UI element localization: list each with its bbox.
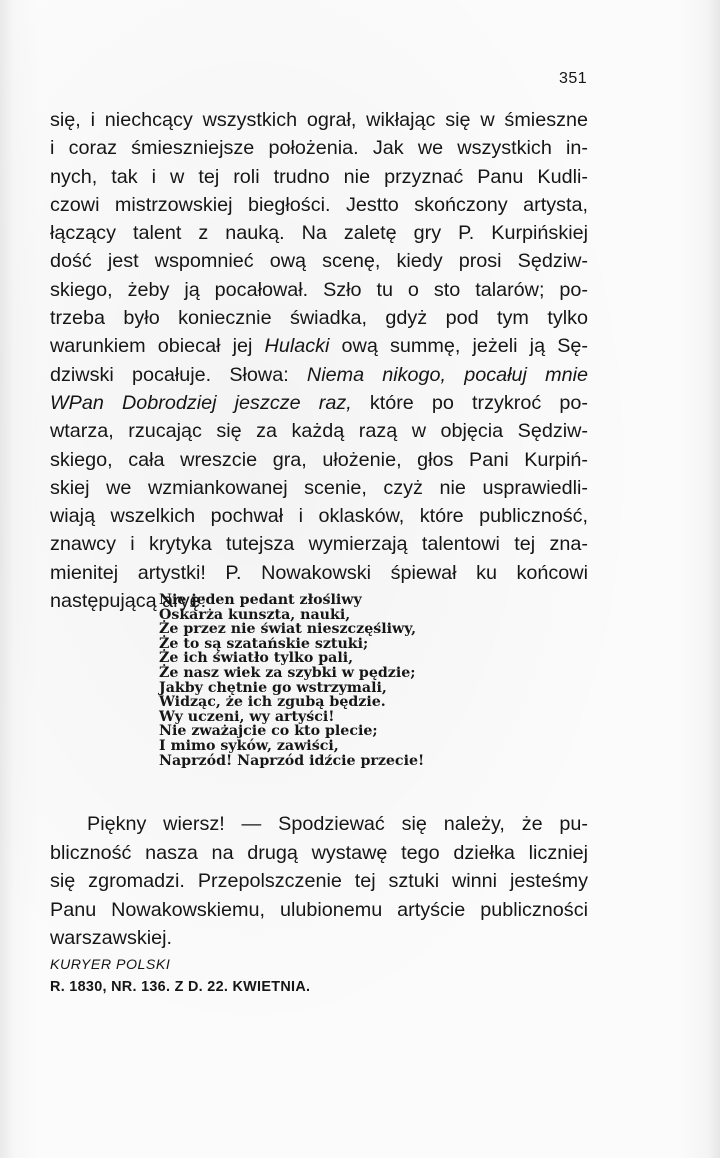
verse-line: Oskarża kunszta, nauki, — [159, 606, 351, 623]
page-number: 351 — [559, 70, 588, 87]
source-citation — [50, 954, 310, 998]
review-paragraph — [50, 106, 588, 615]
verse-line: Jakby chętnie go wstrzymali, — [159, 679, 387, 696]
verse-line: I mimo syków, zawiści, — [159, 737, 339, 754]
italic-name: Hulacki — [264, 335, 330, 358]
verse-line: Że to są szatańskie sztuki; — [159, 635, 369, 652]
text-line: Piękny wiersz! — Spodziewać się należy, że pu- — [87, 813, 588, 835]
verse-line: Nie jeden pedant złośliwy — [159, 592, 362, 608]
text-line: mienitej artystki! P. Nowakowski śpiewał ku końcowi — [50, 561, 588, 584]
text-line: wtarza, rzucając się za każdą razą w objęcia Sędziw- — [50, 420, 588, 443]
text-line: trzeba było koniecznie świadka, gdyż pod tym tylko — [50, 307, 588, 330]
text-line: warszawskiej. — [50, 927, 173, 950]
verse-line: Że nasz wiek za szybki w pędzie; — [159, 664, 416, 681]
verse-line: Naprzód! Naprzód idźcie przecie! — [159, 752, 425, 769]
verse-line: Wy uczeni, wy artyści! — [159, 708, 335, 725]
text-line: znawcy i krytyka tutejsza wymierzają talentowi tej zna- — [50, 533, 588, 556]
text-line: się, i niechcący wszystkich ograł, wikłając się w śmieszne — [50, 109, 588, 131]
text-line — [50, 332, 588, 360]
text-line: następującą aryę: — [50, 590, 207, 613]
text-line: skiej we wzmiankowanej scenie, czyż nie usprawiedli- — [50, 476, 588, 499]
text-line: się zgromadzi. Przepolszczenie tej sztuki winni jesteśmy — [50, 870, 588, 893]
text-line: wiają wszelkich pochwał i oklasków, które publiczność, — [50, 505, 588, 528]
text-line: czowi mistrzowskiej biegłości. Jestto skończony artysta, — [50, 193, 588, 216]
text-segment: ową summę, jeżeli ją Sę- — [329, 335, 588, 358]
text-line: skiego, żeby ją pocałował. Szło tu o sto talarów; po- — [50, 278, 588, 301]
italic-quote: Niema nikogo, pocałuj mnie — [306, 363, 589, 386]
closing-paragraph — [50, 810, 588, 953]
verse-line: Że przez nie świat nieszczęśliwy, — [159, 621, 417, 638]
aria-verse — [159, 593, 459, 768]
text-line: bliczność nasza na drugą wystawę tego dziełka liczniej — [50, 841, 588, 864]
text-segment: dziwski pocałuje. Słowa: — [50, 363, 307, 386]
text-line: łączący talent z nauką. Na zaletę gry P. Kurpińskiej — [50, 222, 588, 245]
text-line: skiego, cała wreszcie gra, ułożenie, głos Pani Kurpiń- — [50, 448, 588, 471]
italic-quote: WPan Dobrodziej jeszcze raz, — [50, 391, 352, 414]
text-segment: warunkiem obiecał jej — [50, 335, 265, 358]
text-segment: które po trzykroć po- — [351, 391, 588, 414]
text-line — [50, 361, 588, 389]
text-line — [50, 389, 588, 417]
verse-line: Że ich światło tylko pali, — [159, 650, 354, 667]
source-title: KURYER POLSKI — [50, 957, 171, 973]
verse-line: Widząc, że ich zgubą będzie. — [159, 694, 386, 711]
text-line: Panu Nowakowskiemu, ulubionemu artyście publiczności — [50, 898, 588, 921]
verse-line: Nie zważajcie co kto plecie; — [159, 723, 378, 740]
text-line: nych, tak i w tej roli trudno nie przyznać Panu Kudli- — [50, 165, 588, 188]
text-line: dość jest wspomnieć ową scenę, kiedy prosi Sędziw- — [50, 250, 588, 273]
text-line: i coraz śmieszniejsze położenia. Jak we wszystkich in- — [50, 137, 588, 160]
source-reference: R. 1830, NR. 136. Z D. 22. KWIETNIA. — [50, 979, 311, 995]
